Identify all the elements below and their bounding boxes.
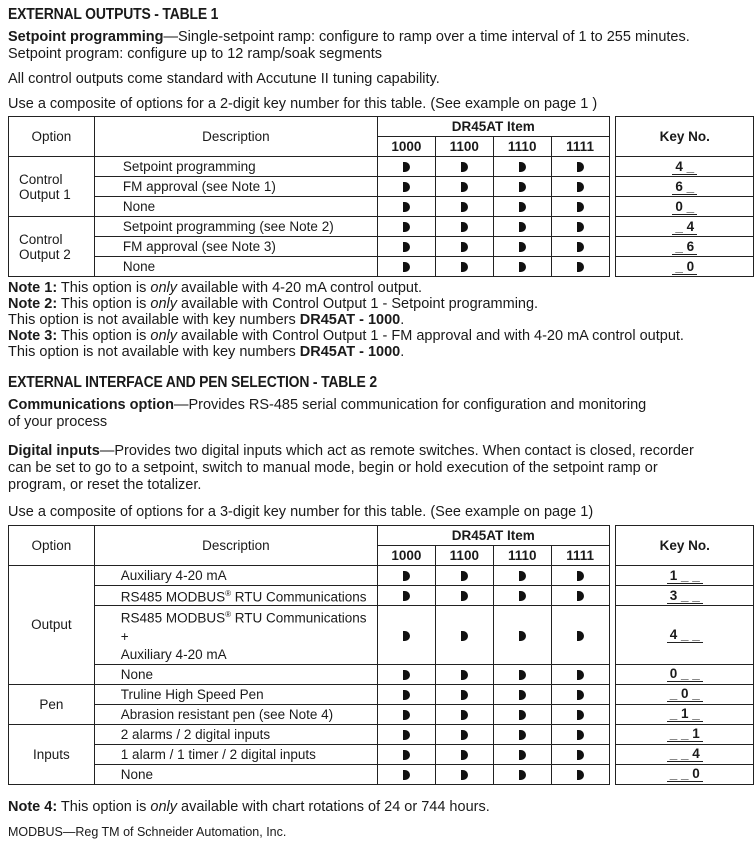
- availability-mark: [551, 157, 609, 177]
- description-cell: None: [94, 764, 377, 784]
- half-circle-icon: [519, 242, 526, 252]
- availability-mark: [493, 177, 551, 197]
- option-cell: Control Output 2: [9, 217, 95, 277]
- availability-mark: [377, 606, 435, 665]
- half-circle-icon: [461, 750, 468, 760]
- half-circle-icon: [519, 262, 526, 272]
- key-cell: 1 _ _: [616, 566, 754, 586]
- half-circle-icon: [577, 631, 584, 641]
- half-circle-icon: [519, 750, 526, 760]
- table2-instructions: Use a composite of options for a 3-digit key number for this table. (See example on page 1): [8, 504, 594, 520]
- availability-mark: [435, 664, 493, 684]
- item-header: DR45AT Item: [377, 526, 609, 546]
- half-circle-icon: [403, 262, 410, 272]
- availability-mark: [551, 257, 609, 277]
- communications-option-text: Communications option—Provides RS-485 serial communication for configuration and monitoring: [8, 397, 647, 413]
- description-cell: None: [94, 257, 377, 277]
- availability-mark: [551, 744, 609, 764]
- availability-mark: [377, 744, 435, 764]
- half-circle-icon: [403, 750, 410, 760]
- model-header: 1111: [551, 137, 609, 157]
- description-cell: Abrasion resistant pen (see Note 4): [94, 704, 377, 724]
- availability-mark: [435, 586, 493, 606]
- note-1: Note 1: This option is only available with 4-20 mA control output.: [8, 280, 423, 296]
- availability-mark: [551, 664, 609, 684]
- half-circle-icon: [403, 242, 410, 252]
- availability-mark: [551, 684, 609, 704]
- availability-mark: [493, 724, 551, 744]
- half-circle-icon: [577, 222, 584, 232]
- table2-title: EXTERNAL INTERFACE AND PEN SELECTION - TABLE 2: [8, 374, 377, 391]
- setpoint-program-text: Setpoint program: configure up to 12 ramp/soak segments: [8, 46, 382, 62]
- option-header: Option: [9, 526, 95, 566]
- half-circle-icon: [577, 162, 584, 172]
- half-circle-icon: [461, 202, 468, 212]
- setpoint-programming-text: Setpoint programming—Single-setpoint ramp: configure to ramp over a time interval of 1 to 255 minutes.: [8, 29, 690, 45]
- availability-mark: [493, 684, 551, 704]
- availability-mark: [377, 664, 435, 684]
- model-header: 1100: [435, 546, 493, 566]
- availability-mark: [435, 684, 493, 704]
- half-circle-icon: [577, 202, 584, 212]
- availability-mark: [435, 764, 493, 784]
- half-circle-icon: [403, 710, 410, 720]
- accutune-text: All control outputs come standard with Accutune II tuning capability.: [8, 71, 440, 87]
- availability-mark: [551, 217, 609, 237]
- availability-mark: [493, 744, 551, 764]
- key-cell: 6 _: [616, 177, 754, 197]
- model-header: 1111: [551, 546, 609, 566]
- model-header: 1000: [377, 137, 435, 157]
- key-cell: 0 _: [616, 197, 754, 217]
- option-cell: Inputs: [9, 724, 95, 784]
- description-cell: None: [94, 664, 377, 684]
- availability-mark: [435, 237, 493, 257]
- key-cell: _ 0: [616, 257, 754, 277]
- availability-mark: [493, 704, 551, 724]
- half-circle-icon: [461, 222, 468, 232]
- item-header: DR45AT Item: [377, 117, 609, 137]
- half-circle-icon: [403, 770, 410, 780]
- half-circle-icon: [461, 262, 468, 272]
- availability-mark: [551, 197, 609, 217]
- availability-mark: [551, 764, 609, 784]
- half-circle-icon: [461, 710, 468, 720]
- description-cell: 2 alarms / 2 digital inputs: [94, 724, 377, 744]
- half-circle-icon: [461, 162, 468, 172]
- availability-mark: [435, 157, 493, 177]
- half-circle-icon: [461, 182, 468, 192]
- key-cell: _ _ 0: [616, 764, 754, 784]
- availability-mark: [493, 237, 551, 257]
- availability-mark: [377, 704, 435, 724]
- half-circle-icon: [577, 242, 584, 252]
- half-circle-icon: [519, 690, 526, 700]
- availability-mark: [435, 704, 493, 724]
- half-circle-icon: [519, 182, 526, 192]
- availability-mark: [493, 606, 551, 665]
- availability-mark: [435, 606, 493, 665]
- availability-mark: [551, 566, 609, 586]
- availability-mark: [377, 684, 435, 704]
- availability-mark: [551, 586, 609, 606]
- half-circle-icon: [577, 591, 584, 601]
- half-circle-icon: [461, 571, 468, 581]
- availability-mark: [551, 704, 609, 724]
- communications-option-text-2: of your process: [8, 414, 108, 430]
- half-circle-icon: [461, 242, 468, 252]
- half-circle-icon: [519, 202, 526, 212]
- availability-mark: [435, 217, 493, 237]
- description-cell: Setpoint programming (see Note 2): [94, 217, 377, 237]
- availability-mark: [493, 197, 551, 217]
- availability-mark: [551, 177, 609, 197]
- digital-inputs-text-3: program, or reset the totalizer.: [8, 477, 202, 493]
- half-circle-icon: [461, 631, 468, 641]
- description-cell: 1 alarm / 1 timer / 2 digital inputs: [94, 744, 377, 764]
- half-circle-icon: [461, 730, 468, 740]
- description-cell: Auxiliary 4-20 mA: [94, 566, 377, 586]
- availability-mark: [435, 197, 493, 217]
- key-cell: _ 1 _: [616, 704, 754, 724]
- availability-mark: [493, 586, 551, 606]
- option-cell: Control Output 1: [9, 157, 95, 217]
- key-cell: 0 _ _: [616, 664, 754, 684]
- availability-mark: [435, 566, 493, 586]
- half-circle-icon: [519, 591, 526, 601]
- key-header: Key No.: [616, 526, 754, 566]
- half-circle-icon: [403, 222, 410, 232]
- description-cell: RS485 MODBUS® RTU Communications + Auxiliary 4-20 mA: [94, 606, 377, 665]
- availability-mark: [551, 237, 609, 257]
- model-header: 1110: [493, 137, 551, 157]
- availability-mark: [493, 764, 551, 784]
- description-cell: Setpoint programming: [94, 157, 377, 177]
- note-3-restriction: This option is not available with key numbers DR45AT - 1000.: [8, 344, 405, 360]
- availability-mark: [377, 177, 435, 197]
- key-cell: _ 6: [616, 237, 754, 257]
- digital-inputs-text-2: can be set to go to a setpoint, switch to manual mode, begin or hold execution of the setpoint ramp or: [8, 460, 658, 476]
- key-cell: 3 _ _: [616, 586, 754, 606]
- availability-mark: [377, 157, 435, 177]
- model-header: 1000: [377, 546, 435, 566]
- half-circle-icon: [577, 571, 584, 581]
- availability-mark: [493, 157, 551, 177]
- availability-mark: [377, 217, 435, 237]
- availability-mark: [435, 724, 493, 744]
- half-circle-icon: [403, 730, 410, 740]
- half-circle-icon: [519, 670, 526, 680]
- half-circle-icon: [519, 222, 526, 232]
- half-circle-icon: [577, 182, 584, 192]
- half-circle-icon: [403, 690, 410, 700]
- availability-mark: [493, 257, 551, 277]
- table1-title: EXTERNAL OUTPUTS - TABLE 1: [8, 6, 219, 23]
- key-header: Key No.: [616, 117, 754, 157]
- half-circle-icon: [577, 670, 584, 680]
- half-circle-icon: [403, 591, 410, 601]
- availability-mark: [377, 197, 435, 217]
- availability-mark: [377, 566, 435, 586]
- availability-mark: [493, 217, 551, 237]
- modbus-trademark: MODBUS—Reg TM of Schneider Automation, Inc.: [8, 824, 287, 839]
- half-circle-icon: [519, 162, 526, 172]
- half-circle-icon: [577, 690, 584, 700]
- column-gap: [609, 117, 616, 277]
- half-circle-icon: [403, 670, 410, 680]
- key-cell: _ _ 1: [616, 724, 754, 744]
- availability-mark: [377, 724, 435, 744]
- availability-mark: [377, 764, 435, 784]
- half-circle-icon: [403, 202, 410, 212]
- description-cell: None: [94, 197, 377, 217]
- table1-instructions: Use a composite of options for a 2-digit key number for this table. (See example on page 1 ): [8, 96, 598, 112]
- description-header: Description: [94, 526, 377, 566]
- digital-inputs-text: Digital inputs—Provides two digital inputs which act as remote switches. When contact is closed, recorder: [8, 443, 694, 459]
- option-header: Option: [9, 117, 95, 157]
- column-gap: [609, 526, 616, 785]
- option-cell: Output: [9, 566, 95, 685]
- availability-mark: [551, 606, 609, 665]
- half-circle-icon: [461, 591, 468, 601]
- half-circle-icon: [403, 631, 410, 641]
- model-header: 1100: [435, 137, 493, 157]
- half-circle-icon: [519, 770, 526, 780]
- table1: [8, 116, 754, 277]
- half-circle-icon: [577, 262, 584, 272]
- description-header: Description: [94, 117, 377, 157]
- model-header: 1110: [493, 546, 551, 566]
- half-circle-icon: [577, 770, 584, 780]
- description-cell: FM approval (see Note 3): [94, 237, 377, 257]
- availability-mark: [493, 664, 551, 684]
- availability-mark: [493, 566, 551, 586]
- half-circle-icon: [519, 631, 526, 641]
- description-cell: Truline High Speed Pen: [94, 684, 377, 704]
- half-circle-icon: [519, 710, 526, 720]
- table2: [8, 525, 754, 785]
- note-2: Note 2: This option is only available with Control Output 1 - Setpoint programming.: [8, 296, 539, 312]
- half-circle-icon: [577, 710, 584, 720]
- half-circle-icon: [461, 690, 468, 700]
- half-circle-icon: [519, 571, 526, 581]
- half-circle-icon: [403, 162, 410, 172]
- availability-mark: [435, 744, 493, 764]
- option-cell: Pen: [9, 684, 95, 724]
- description-cell: RS485 MODBUS® RTU Communications: [94, 586, 377, 606]
- availability-mark: [551, 724, 609, 744]
- key-cell: 4 _ _: [616, 606, 754, 665]
- half-circle-icon: [461, 670, 468, 680]
- note-4: Note 4: This option is only available with chart rotations of 24 or 744 hours.: [8, 798, 490, 815]
- half-circle-icon: [577, 730, 584, 740]
- half-circle-icon: [461, 770, 468, 780]
- note-3: Note 3: This option is only available with Control Output 1 - FM approval and with 4-20 mA control output.: [8, 328, 684, 344]
- availability-mark: [377, 237, 435, 257]
- half-circle-icon: [403, 182, 410, 192]
- availability-mark: [377, 586, 435, 606]
- half-circle-icon: [519, 730, 526, 740]
- availability-mark: [435, 257, 493, 277]
- availability-mark: [377, 257, 435, 277]
- half-circle-icon: [577, 750, 584, 760]
- key-cell: _ 4: [616, 217, 754, 237]
- availability-mark: [435, 177, 493, 197]
- description-cell: FM approval (see Note 1): [94, 177, 377, 197]
- key-cell: _ 0 _: [616, 684, 754, 704]
- key-cell: 4 _: [616, 157, 754, 177]
- note-2-restriction: This option is not available with key numbers DR45AT - 1000.: [8, 312, 405, 328]
- half-circle-icon: [403, 571, 410, 581]
- key-cell: _ _ 4: [616, 744, 754, 764]
